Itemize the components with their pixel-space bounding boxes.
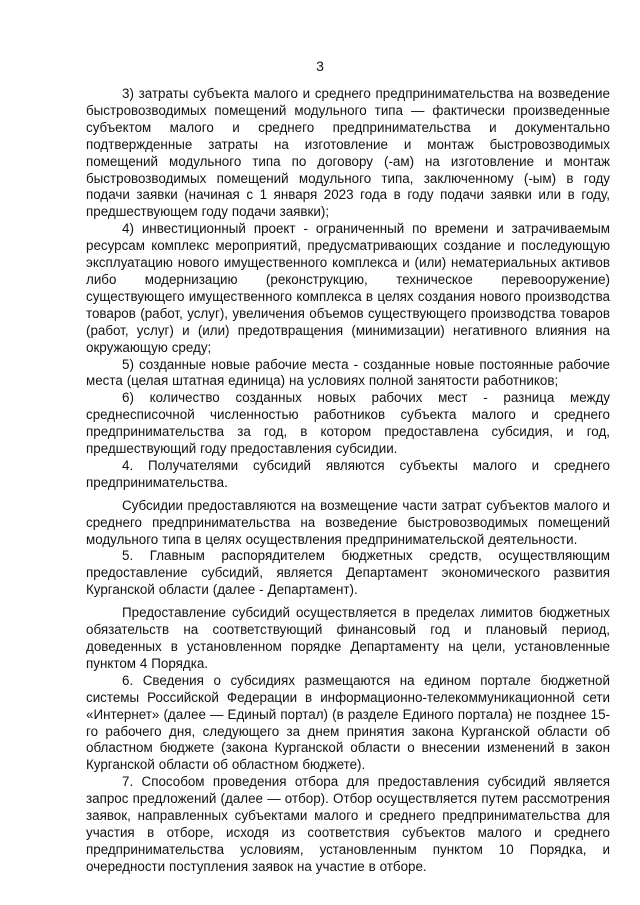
paragraph-recipients: 4. Получателями субсидий являются субъекты малого и среднего предпринимательства. (86, 457, 610, 490)
paragraph-main-administrator: 5. Главным распорядителем бюджетных средств, осуществляющим предоставление субсидий, является Департамент экономического развития Курганской области (далее - Департамент). (86, 548, 610, 598)
paragraph-subsidy-purpose: Субсидии предоставляются на возмещение части затрат субъектов малого и среднего предпринимательства на возведение быстровозводимых помещений модульного типа в целях осуществления предпринимательской деятельности. (86, 497, 610, 547)
paragraph-costs-definition: 3) затраты субъекта малого и среднего предпринимательства на возведение быстровозводимых помещений модульного типа — фактически произведенные субъектом малого и среднего предпринимательства и документально подтвержденные затраты на изготовление и монтаж быстровозводимых помещений модульного типа по договору (-ам) на изготовление и монтаж быстровозводимых помещений модульного типа, заключенному (-ым) в году подачи заявки (начиная с 1 января 2023 года в году подачи заявки или в году, предшествующем году подачи заявки); (86, 86, 610, 220)
page-number: 3 (316, 58, 324, 74)
paragraph-jobs-count: 6) количество созданных новых рабочих мест - разница между среднесписочной численностью работников субъекта малого и среднего предпринимательства за год, в котором предоставлена субсидия, и год, предшествующий году предоставления субсидии. (86, 390, 610, 457)
paragraph-new-jobs: 5) созданные новые рабочие места - созданные новые постоянные рабочие места (целая штатная единица) на условиях полной занятости работников; (86, 356, 610, 389)
paragraph-selection-method: 7. Способом проведения отбора для предоставления субсидий является запрос предложений (далее — отбор). Отбор осуществляется путем рассмотрения заявок, направленных субъектами малого и среднего предпринимательства для участия в отборе, исходя из соответствия субъектов малого и среднего предпринимательства условиям, установленным пунктом 10 Порядка, и очередности поступления заявок на участие в отборе. (86, 774, 610, 874)
paragraph-portal-info: 6. Сведения о субсидиях размещаются на едином портале бюджетной системы Российской Федерации в информационно-телекоммуникационной сети «Интернет» (далее — Единый портал) (в разделе Единого портала) не позднее 15-го рабочего дня, следующего за днем принятия закона Курганской области об областном бюджете (закона Курганской области о внесении изменений в закон Курганской области об областном бюджете). (86, 672, 610, 773)
document-body (86, 86, 610, 876)
paragraph-budget-limits: Предоставление субсидий осуществляется в пределах лимитов бюджетных обязательств на соответствующий финансовый год и плановый период, доведенных в установленном порядке Департаменту на цели, установленные пунктом 4 Порядка. (86, 605, 610, 671)
paragraph-investment-project: 4) инвестиционный проект - ограниченный по времени и затрачиваемым ресурсам комплекс мероприятий, предусматривающих создание и последующую эксплуатацию нового имущественного комплекса и (или) нематериальных активов либо модернизацию (реконструкцию, техническое перевооружение) существующего имущественного комплекса в целях создания нового производства товаров (работ, услуг), увеличения объемов существующего производства товаров (работ, услуг) и (или) предотвращения (минимизации) негативного влияния на окружающую среду; (86, 221, 610, 355)
